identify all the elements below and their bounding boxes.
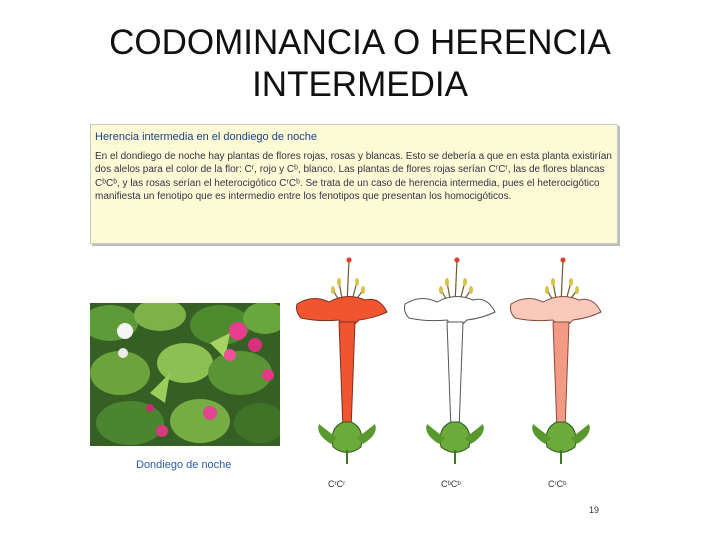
page-number: 19 xyxy=(589,505,600,515)
pink-flower-drawing xyxy=(507,252,607,464)
flower-tube xyxy=(553,322,569,430)
explanation-heading: Herencia intermedia en el dondiego de noche xyxy=(95,131,317,143)
white-flower-drawing xyxy=(401,252,501,464)
flower-tube xyxy=(447,322,463,430)
explanation-body: En el dondiego de noche hay plantas de flores rojas, rosas y blancas. Esto se debería a que en esta planta existirían dos alelos para el color de la flor: Cʳ, rojo y Cᵇ, blanco. Las plantas de flores rojas serían CʳCʳ, las de flores blancas CᵇCᵇ, y las rosas serían el heterocigótico CʳCᵇ. Se trata de un caso de herencia intermedia, pues el heterocigótico manifiesta un fenotipo que es intermedio entre los fenotipos que presentan los homocigóticos. xyxy=(95,151,612,203)
flower-corolla xyxy=(511,296,602,324)
flower-corolla xyxy=(405,296,496,324)
pink-flower-illustration xyxy=(507,252,607,464)
genotype-label-pink: CʳCᵇ xyxy=(548,479,567,489)
flower-calyx xyxy=(546,422,576,453)
genotype-label-white: CᵇCᵇ xyxy=(441,479,461,489)
genotype-label-red: CʳCʳ xyxy=(328,479,346,489)
red-flower-illustration xyxy=(293,252,393,464)
photo-caption: Dondiego de noche xyxy=(136,459,232,471)
plant-photo-image xyxy=(90,303,280,446)
red-flower-drawing xyxy=(293,252,393,464)
four-oclock-plant-photo xyxy=(90,303,280,446)
explanation-box xyxy=(90,124,618,244)
white-flower-illustration xyxy=(401,252,501,464)
slide-title-line-2: INTERMEDIA xyxy=(252,65,468,104)
flower-tube xyxy=(339,322,355,430)
flower-corolla xyxy=(297,296,388,324)
flower-calyx xyxy=(440,422,470,453)
slide-title-line-1: CODOMINANCIA O HERENCIA xyxy=(109,23,611,62)
flower-calyx xyxy=(332,422,362,453)
slide-title xyxy=(0,22,720,106)
